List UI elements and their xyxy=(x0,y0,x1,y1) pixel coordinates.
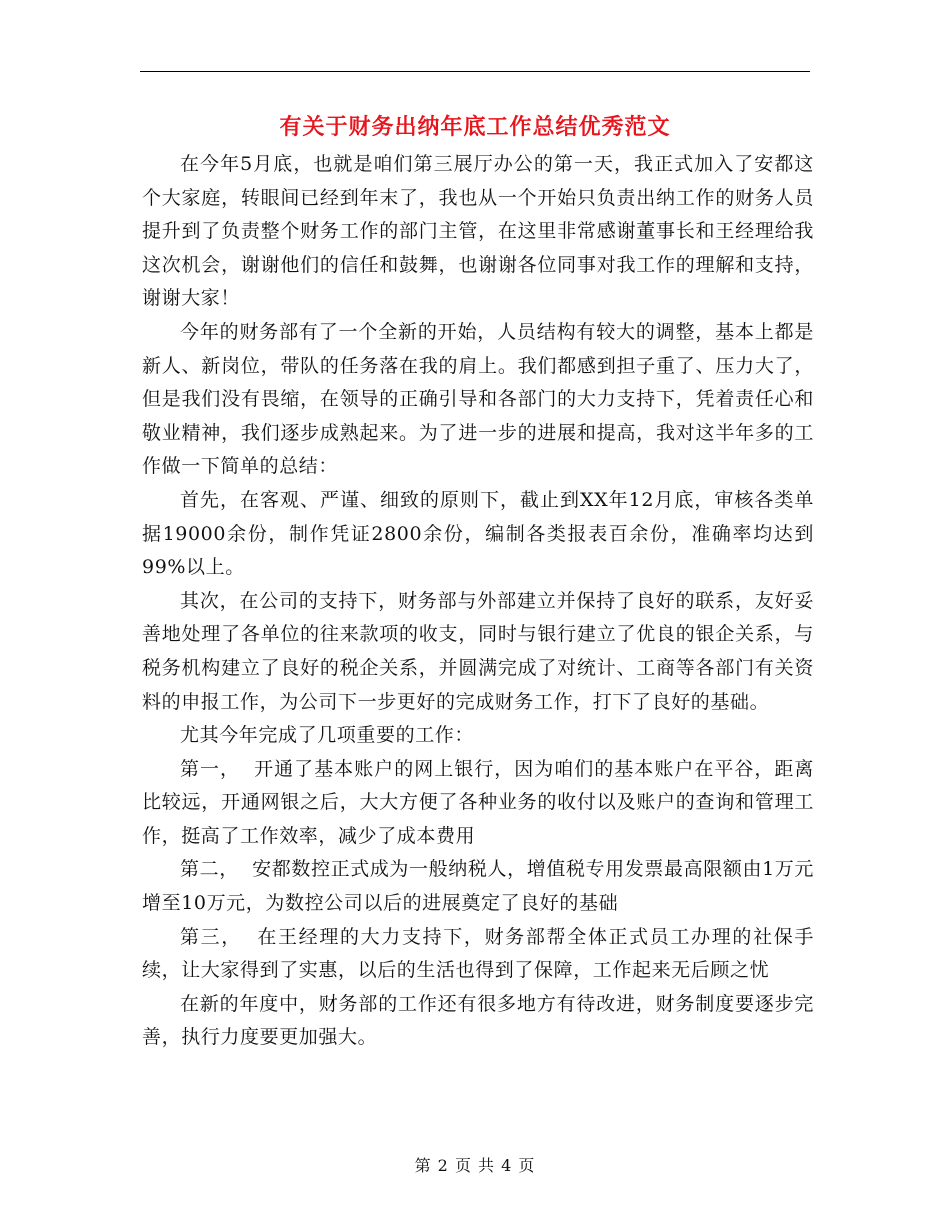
paragraph-new-year: 在新的年度中，财务部的工作还有很多地方有待改进，财务制度要逐步完善，执行力度要更加强大。 xyxy=(142,992,814,1049)
paragraph-intro: 在今年5月底，也就是咱们第三展厅办公的第一天，我正式加入了安都这个大家庭，转眼间已经到年末了，我也从一个开始只负责出纳工作的财务人员提升到了负责整个财务工作的部门主管，在这里非常感谢董事长和王经理给我这次机会，谢谢他们的信任和鼓舞，也谢谢各位同事对我工作的理解和支持，谢谢大家！ xyxy=(142,153,814,310)
page-number-footer: 第 2 页 共 4 页 xyxy=(414,1156,536,1175)
paragraph-second: 其次，在公司的支持下，财务部与外部建立并保持了良好的联系，友好妥善地处理了各单位的往来款项的收支，同时与银行建立了优良的银企关系，与税务机构建立了良好的税企关系，并圆满完成了对统计、工商等各部门有关资料的申报工作，为公司下一步更好的完成财务工作，打下了良好的基础。 xyxy=(142,589,814,713)
paragraph-item-one: 第一， 开通了基本账户的网上银行，因为咱们的基本账户在平谷，距离比较远，开通网银之后，大大方便了各种业务的收付以及账户的查询和管理工作，挺高了工作效率，减少了成本费用 xyxy=(142,757,814,847)
document-body xyxy=(142,148,814,1055)
paragraph-item-three: 第三， 在王经理的大力支持下，财务部帮全体正式员工办理的社保手续，让大家得到了实惠，以后的生活也得到了保障，工作起来无后顾之忧 xyxy=(142,925,814,982)
header-rule xyxy=(140,71,810,72)
paragraph-key-work: 尤其今年完成了几项重要的工作： xyxy=(180,724,475,747)
paragraph-department: 今年的财务部有了一个全新的开始，人员结构有较大的调整，基本上都是新人、新岗位，带队的任务落在我的肩上。我们都感到担子重了、压力大了，但是我们没有畏缩，在领导的正确引导和各部门的大力支持下，凭着责任心和敬业精神，我们逐步成熟起来。为了进一步的进展和提高，我对这半年多的工作做一下简单的总结： xyxy=(142,320,814,478)
document-title: 有关于财务出纳年底工作总结优秀范文 xyxy=(279,114,671,140)
paragraph-first: 首先，在客观、严谨、细致的原则下，截止到XX年12月底，审核各类单据19000余份，制作凭证2800余份，编制各类报表百余份，准确率均达到99%以上。 xyxy=(142,488,814,579)
paragraph-item-two: 第二， 安都数控正式成为一般纳税人，增值税专用发票最高限额由1万元增至10万元，为数控公司以后的进展奠定了良好的基础 xyxy=(142,858,814,915)
